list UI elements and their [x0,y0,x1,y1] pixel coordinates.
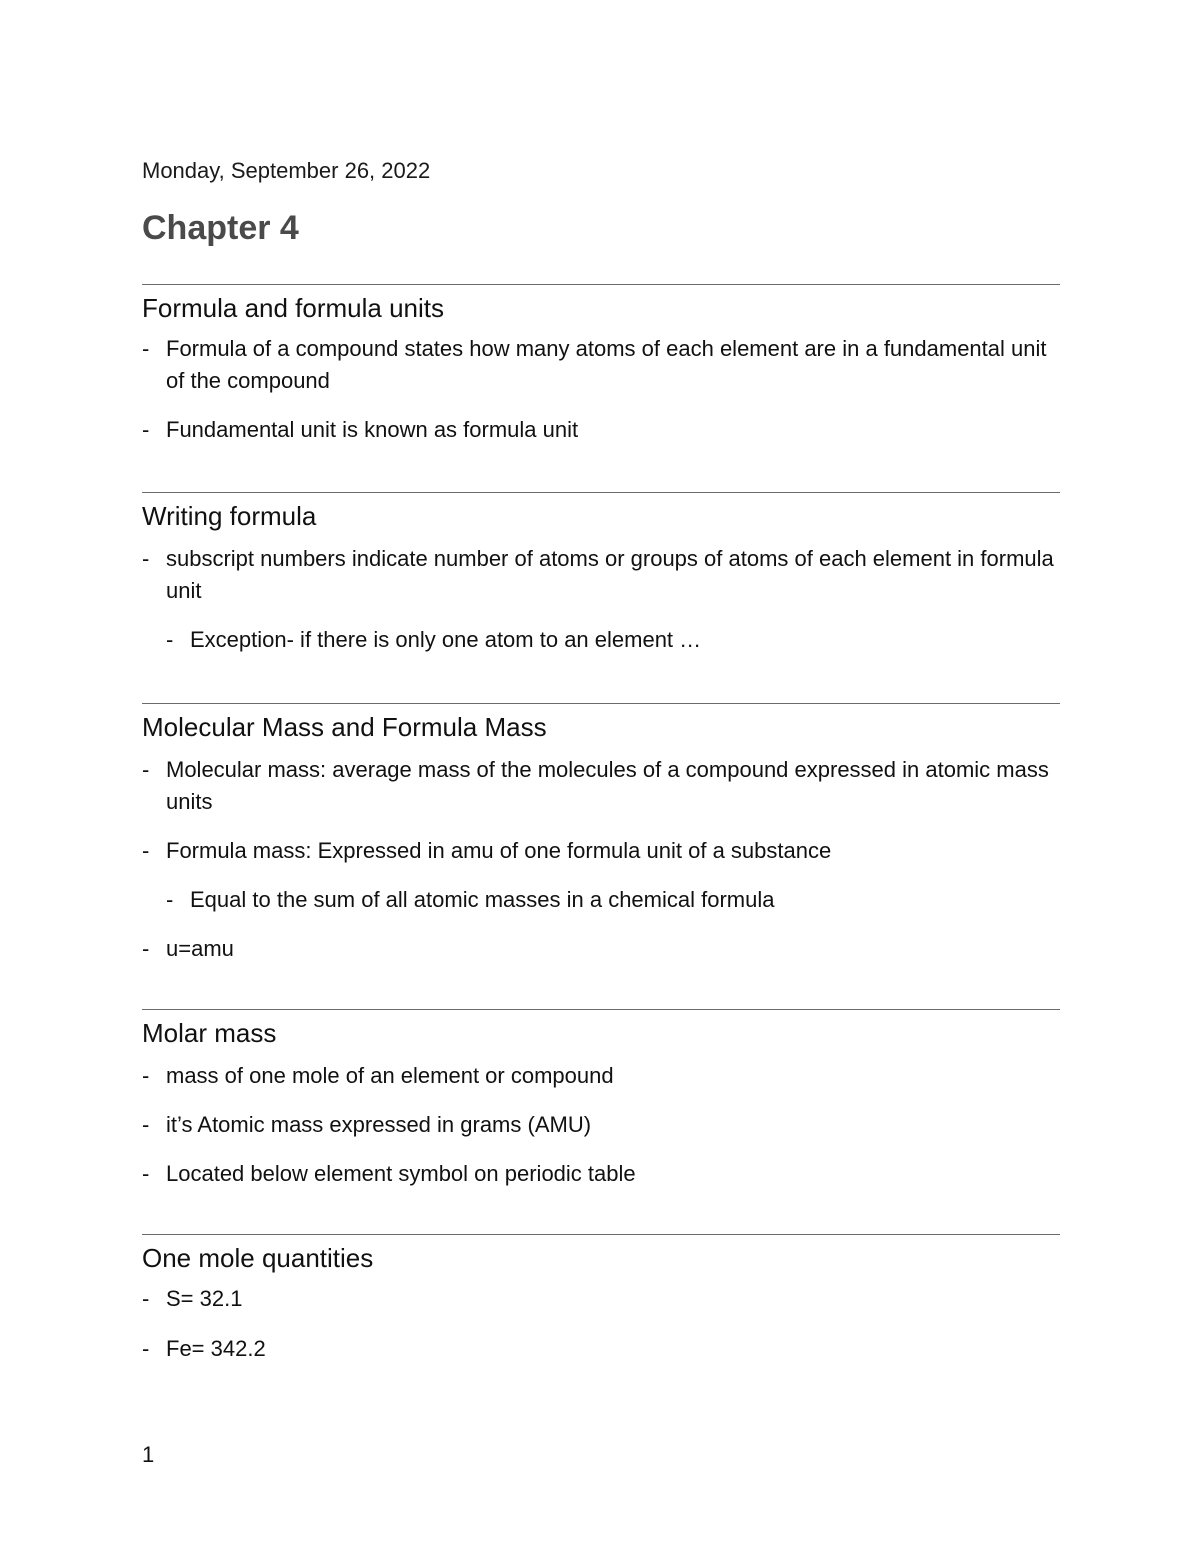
section-one-mole-quantities [142,1234,1060,1365]
list-item-text: mass of one mole of an element or compound [166,1063,614,1088]
dash-icon: - [142,936,150,961]
document-page [142,0,1060,1553]
list-item-text: Fe= 342.2 [166,1336,266,1361]
page-number: 1 [142,1442,155,1467]
list-item-text: Molecular mass: average mass of the molecules of a compound expressed in atomic mass units [166,757,1049,814]
section-heading: One mole quantities [142,1243,374,1273]
list-item [142,1158,1060,1190]
bullet-list [142,754,1060,965]
bullet-list [142,333,1060,446]
list-item-text: subscript numbers indicate number of atoms or groups of atoms of each element in formula unit [166,546,1054,603]
section-heading: Molar mass [142,1018,277,1048]
dash-icon: - [142,838,150,863]
list-item-text: Equal to the sum of all atomic masses in a chemical formula [190,887,775,912]
dash-icon: - [142,1286,150,1311]
dash-icon: - [142,1112,150,1137]
section-writing-formula [142,492,1060,656]
chapter-title: Chapter 4 [142,209,299,247]
list-item [142,543,1060,607]
list-item [142,333,1060,397]
list-item [142,1060,1060,1092]
bullet-list [142,543,1060,656]
list-item-text: Formula mass: Expressed in amu of one formula unit of a substance [166,838,832,863]
section-heading: Writing formula [142,501,317,531]
list-item [142,933,1060,965]
list-item [142,624,1060,656]
dash-icon: - [142,546,150,571]
dash-icon: - [166,627,174,652]
list-item [142,414,1060,446]
list-item [142,1333,1060,1365]
dash-icon: - [142,336,150,361]
list-item [142,754,1060,818]
section-heading: Formula and formula units [142,293,445,323]
list-item-text: u=amu [166,936,234,961]
list-item-text: Exception- if there is only one atom to an element … [190,627,702,652]
list-item [142,884,1060,916]
section-heading: Molecular Mass and Formula Mass [142,712,547,742]
section-formula-units [142,284,1060,446]
dash-icon: - [166,887,174,912]
list-item-text: Located below element symbol on periodic table [166,1161,636,1186]
bullet-list [142,1283,1060,1365]
section-molar-mass [142,1009,1060,1190]
dash-icon: - [142,1336,150,1361]
list-item-text: Formula of a compound states how many atoms of each element are in a fundamental unit of the compound [166,336,1047,393]
dash-icon: - [142,417,150,442]
section-molecular-mass [142,703,1060,965]
list-item-text: it’s Atomic mass expressed in grams (AMU) [166,1112,592,1137]
list-item [142,1283,1060,1315]
dash-icon: - [142,1161,150,1186]
document-date: Monday, September 26, 2022 [142,158,431,183]
list-item [142,1109,1060,1141]
dash-icon: - [142,757,150,782]
list-item-text: Fundamental unit is known as formula unit [166,417,579,442]
dash-icon: - [142,1063,150,1088]
list-item-text: S= 32.1 [166,1286,243,1311]
list-item [142,835,1060,867]
bullet-list [142,1060,1060,1190]
